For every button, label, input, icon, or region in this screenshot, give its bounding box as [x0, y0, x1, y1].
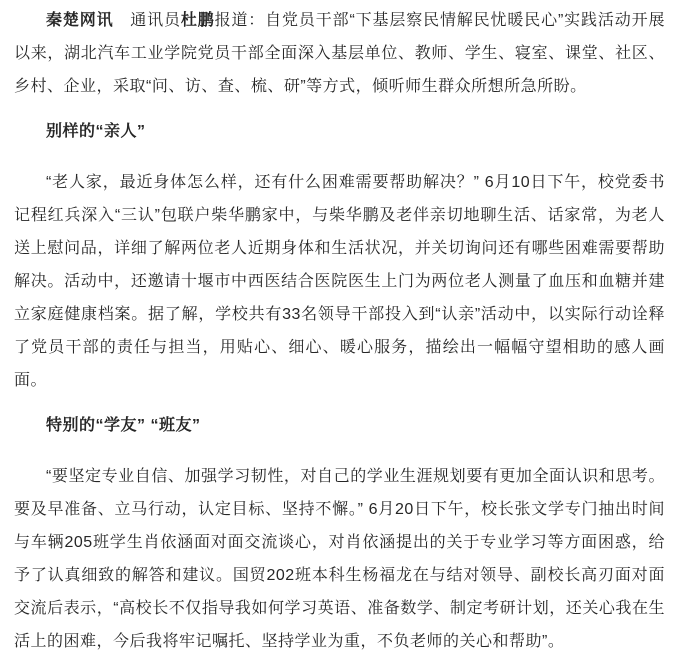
news-source-label: 秦楚网讯: [46, 12, 114, 29]
intro-paragraph: [14, 4, 665, 103]
reporter-name: 杜鹏: [180, 12, 215, 29]
section-heading-xueyou-banyou: 特别的“学友” “班友”: [46, 417, 201, 434]
reporter-prefix-text: 通讯员: [113, 12, 181, 29]
section-paragraph-xueyou-banyou: “要坚定专业自信、加强学习韧性，对自己的学业生涯规划要有更加全面认识和思考。要及早准备、立马行动，认定目标、坚持不懈。” 6月20日下午，校长张文学专门抽出时间与车辆205班学生肖依涵面对面交流谈心，对肖依涵提出的关于专业学习等方面困惑，给予了认真细致的解答和建议。国贸202班本科生杨福龙在与结对领导、副校长高刃面对面交流后表示，“高校长不仅指导我如何学习英语、准备数学、制定考研计划，还关心我在生活上的困难，今后我将牢记嘱托、坚持学业为重，不负老师的关心和帮助”。: [14, 468, 665, 650]
intro-body-text: 报道：自党员干部“下基层察民情解民忧暖民心”实践活动开展以来，湖北汽车工业学院党员干部全面深入基层单位、教师、学生、寝室、课堂、社区、乡村、企业，采取“问、访、查、梳、研”等方式，倾听师生群众所想所急所盼。: [14, 12, 665, 95]
section-paragraph-qinren: “老人家，最近身体怎么样，还有什么困难需要帮助解决？” 6月10日下午，校党委书记程红兵深入“三认”包联户柴华鹏家中，与柴华鹏及老伴亲切地聊生活、话家常，为老人送上慰问品，详细了解两位老人近期身体和生活状况，并关切询问还有哪些困难需要帮助解决。活动中，还邀请十堰市中西医结合医院医生上门为两位老人测量了血压和血糖并建立家庭健康档案。据了解，学校共有33名领导干部投入到“认亲”活动中，以实际行动诠释了党员干部的责任与担当，用贴心、细心、暖心服务，描绘出一幅幅守望相助的感人画面。: [14, 174, 665, 389]
section-heading-qinren: 别样的“亲人”: [46, 123, 146, 140]
